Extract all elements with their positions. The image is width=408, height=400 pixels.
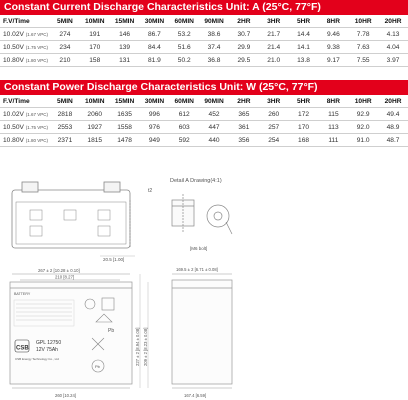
final-voltage: 10.50V (3, 123, 24, 131)
table-cell: 21.4 (259, 41, 289, 54)
bolt-label: [M6 bolt] (190, 246, 208, 251)
depth-bottom-label: 167.4 [6.59] (184, 393, 207, 398)
table-cell: 356 (229, 134, 259, 147)
table-cell: 48.9 (378, 121, 408, 134)
column-header: 30MIN (139, 15, 169, 28)
power-table-title: Constant Power Discharge Characteristics Unit: W (25°C, 77°F) (0, 80, 408, 95)
table-cell: 9.38 (318, 41, 348, 54)
table-cell: 254 (259, 134, 289, 147)
column-header: 10MIN (80, 95, 110, 108)
table-cell: 92.0 (348, 121, 378, 134)
column-header: 20HR (378, 15, 408, 28)
table-cell: 48.7 (378, 134, 408, 147)
column-header: 90MIN (199, 15, 229, 28)
column-header: 3HR (259, 95, 289, 108)
table-cell: 91.0 (348, 134, 378, 147)
table-cell: 1478 (110, 134, 140, 147)
pb-label-top: Pb (108, 328, 115, 334)
current-table-title: Constant Current Discharge Characteristics Unit: A (25°C, 77°F) (0, 0, 408, 15)
table-row (0, 41, 408, 54)
table-header-row (0, 15, 408, 28)
table-cell: 172 (289, 108, 319, 121)
final-voltage-cell (0, 28, 50, 41)
column-header: 8HR (318, 15, 348, 28)
final-voltage-cell (0, 134, 50, 147)
table-cell: 146 (110, 28, 140, 41)
current-discharge-table (0, 15, 408, 67)
final-voltage: 10.02V (3, 30, 24, 38)
final-voltage-cell (0, 54, 50, 67)
table-cell: 30.7 (229, 28, 259, 41)
table-cell: 1815 (80, 134, 110, 147)
final-voltage-cell (0, 121, 50, 134)
table-cell: 29.9 (229, 41, 259, 54)
table-cell: 84.4 (139, 41, 169, 54)
table-cell: 7.55 (348, 54, 378, 67)
battery-word: BATTERY (14, 292, 31, 296)
table-cell: 81.9 (139, 54, 169, 67)
table-cell: 49.4 (378, 108, 408, 121)
table-cell: 168 (289, 134, 319, 147)
final-voltage: 10.50V (3, 43, 24, 51)
vpc-value: (1.75 VPC) (25, 124, 49, 130)
table-cell: 3.97 (378, 54, 408, 67)
table-cell: 29.5 (229, 54, 259, 67)
top-view (12, 182, 130, 248)
column-header: 10HR (348, 95, 378, 108)
power-discharge-table (0, 95, 408, 147)
table-row (0, 54, 408, 67)
table-cell: 7.63 (348, 41, 378, 54)
pb-label-bottom: Pb (95, 364, 100, 369)
column-header: 5HR (289, 15, 319, 28)
column-header: 20HR (378, 95, 408, 108)
table-cell: 53.2 (169, 28, 199, 41)
table-cell: 210 (50, 54, 80, 67)
table-cell: 131 (110, 54, 140, 67)
width-base-label: 260 [10.24] (55, 393, 76, 398)
final-voltage: 10.80V (3, 136, 24, 144)
depth-top-label: 169.5 ± 2 [6.71 ± 0.08] (176, 267, 218, 272)
table-cell: 191 (80, 28, 110, 41)
table-cell: 14.4 (289, 28, 319, 41)
final-voltage: 10.80V (3, 56, 24, 64)
table-row (0, 108, 408, 121)
column-header: 15MIN (110, 15, 140, 28)
table-cell: 452 (199, 108, 229, 121)
table-header-row (0, 95, 408, 108)
side-view (172, 274, 232, 388)
table-row (0, 121, 408, 134)
table-cell: 9.17 (318, 54, 348, 67)
table-cell: 1927 (80, 121, 110, 134)
height-container-label: 209 ± 2 [8.23 ± 0.08] (143, 327, 148, 366)
column-header: 2HR (229, 15, 259, 28)
table-cell: 51.6 (169, 41, 199, 54)
table-cell: 274 (50, 28, 80, 41)
table-cell: 115 (318, 108, 348, 121)
table-cell: 234 (50, 41, 80, 54)
table-cell: 1558 (110, 121, 140, 134)
table-cell: 158 (80, 54, 110, 67)
column-header: 90MIN (199, 95, 229, 108)
table-cell: 361 (229, 121, 259, 134)
table-cell: 260 (259, 108, 289, 121)
column-header: 5HR (289, 95, 319, 108)
table-cell: 7.78 (348, 28, 378, 41)
table-cell: 4.13 (378, 28, 408, 41)
vpc-value: (1.80 VPC) (25, 57, 49, 63)
vpc-value: (1.67 VPC) (25, 111, 49, 117)
table-cell: 37.4 (199, 41, 229, 54)
column-header: 30MIN (139, 95, 169, 108)
table-cell: 36.8 (199, 54, 229, 67)
table-cell: 257 (259, 121, 289, 134)
top-dim-label: 20.5 [1.00] (103, 257, 125, 262)
column-header: 10MIN (80, 15, 110, 28)
table-cell: 949 (139, 134, 169, 147)
table-cell: 170 (289, 121, 319, 134)
table-cell: 13.8 (289, 54, 319, 67)
vpc-value: (1.75 VPC) (25, 44, 49, 50)
table-cell: 86.7 (139, 28, 169, 41)
height-overall-label: 227 ± 2 [8.94 ± 0.08] (135, 327, 140, 366)
column-header: 5MIN (50, 15, 80, 28)
brand-logo: CSB (16, 345, 29, 352)
table-cell: 592 (169, 134, 199, 147)
table-cell: 21.7 (259, 28, 289, 41)
table-cell: 170 (80, 41, 110, 54)
table-cell: 21.0 (259, 54, 289, 67)
width-outer-label: 267 ± 2 [10.28 ± 0.10] (38, 268, 80, 273)
vpc-value: (1.67 VPC) (25, 31, 49, 37)
column-header: 15MIN (110, 95, 140, 108)
table-cell: 38.6 (199, 28, 229, 41)
table-cell: 612 (169, 108, 199, 121)
column-header: 60MIN (169, 95, 199, 108)
table-cell: 92.9 (348, 108, 378, 121)
column-header: 8HR (318, 95, 348, 108)
rating-label: 12V 75Ah (36, 347, 58, 353)
table-cell: 1635 (110, 108, 140, 121)
table-cell: 603 (169, 121, 199, 134)
table-cell: 447 (199, 121, 229, 134)
table-cell: 14.1 (289, 41, 319, 54)
table-cell: 976 (139, 121, 169, 134)
column-header: 10HR (348, 15, 378, 28)
final-voltage: 10.02V (3, 110, 24, 118)
vpc-value: (1.80 VPC) (25, 137, 49, 143)
table-cell: 113 (318, 121, 348, 134)
table-cell: 2371 (50, 134, 80, 147)
table-cell: 50.2 (169, 54, 199, 67)
table-cell: 365 (229, 108, 259, 121)
detail-a-terminal (172, 194, 232, 234)
table-cell: 9.46 (318, 28, 348, 41)
table-cell: 440 (199, 134, 229, 147)
maker-label: CSB Energy Technology Co., Ltd (15, 357, 59, 361)
final-voltage-cell (0, 41, 50, 54)
detail-a-label: Detail A Drawing(4:1) (170, 178, 222, 184)
column-header: F.V/Time (0, 15, 50, 28)
table-cell: 139 (110, 41, 140, 54)
model-label: GPL 12750 (36, 340, 62, 346)
column-header: 2HR (229, 95, 259, 108)
t2-label: t2 (148, 188, 153, 194)
table-cell: 4.04 (378, 41, 408, 54)
table-row (0, 134, 408, 147)
table-cell: 2060 (80, 108, 110, 121)
final-voltage-cell (0, 108, 50, 121)
column-header: 5MIN (50, 95, 80, 108)
column-header: F.V/Time (0, 95, 50, 108)
table-row (0, 28, 408, 41)
width-inner-label: 210 [8.27] (55, 274, 75, 280)
table-cell: 2553 (50, 121, 80, 134)
table-cell: 111 (318, 134, 348, 147)
table-cell: 996 (139, 108, 169, 121)
battery-dimension-drawing (0, 170, 408, 400)
column-header: 3HR (259, 15, 289, 28)
column-header: 60MIN (169, 15, 199, 28)
table-cell: 2818 (50, 108, 80, 121)
